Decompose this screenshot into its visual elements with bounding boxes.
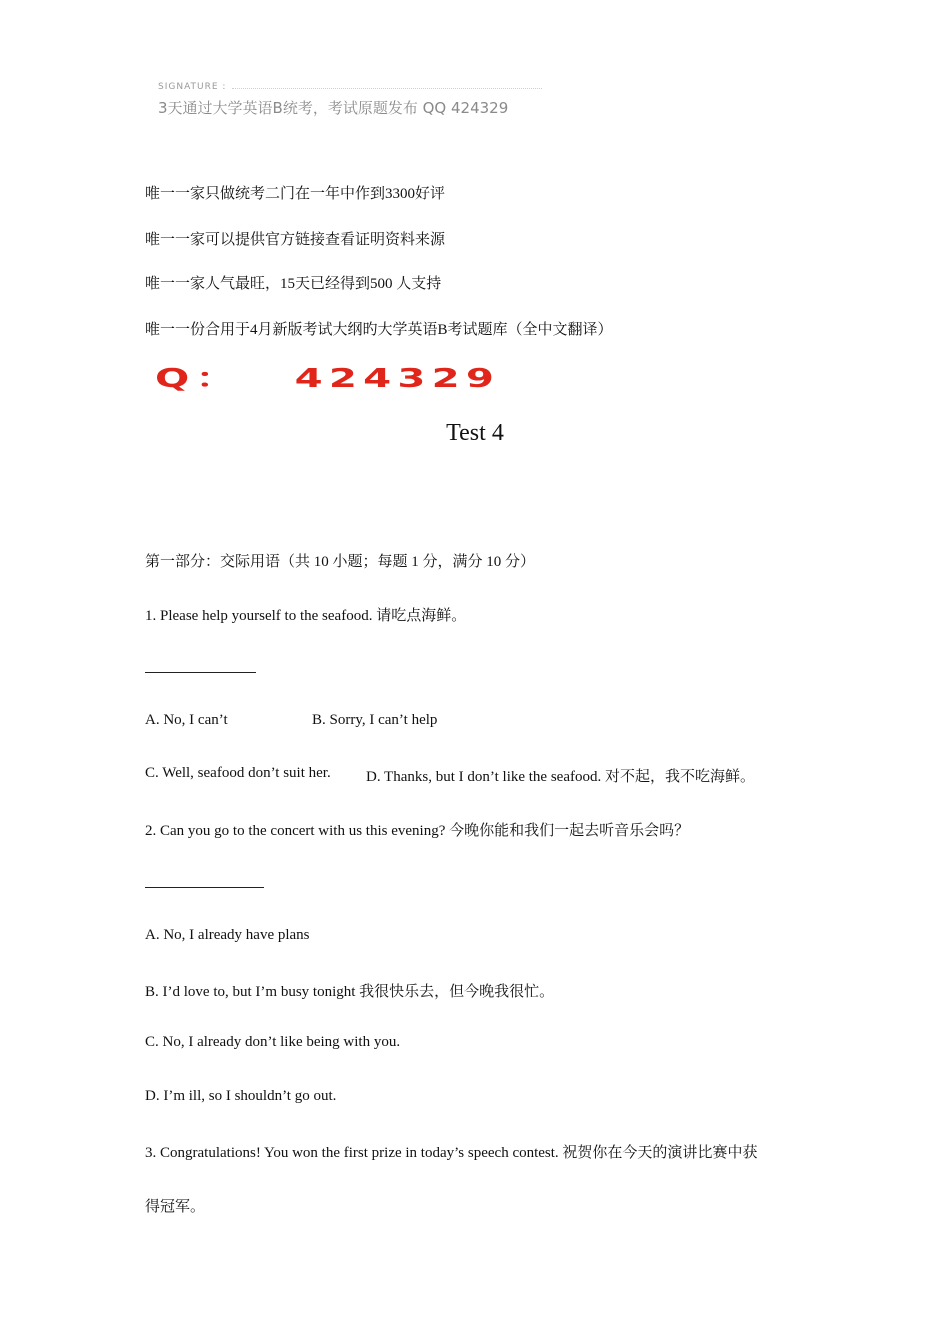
signature-label: SIGNATURE : [158, 82, 227, 92]
question-1-prompt: 1. Please help yourself to the seafood. 请吃点海鲜。 [145, 608, 467, 624]
question-1-option-d: D. Thanks, but I don’t like the seafood. 对不起，我不吃海鲜。 [366, 769, 755, 785]
question-3-prompt-line-2: 得冠军。 [145, 1199, 206, 1215]
qq-banner [155, 358, 500, 395]
qq-banner-prefix: Q： [155, 364, 242, 394]
question-2-option-b: B. I’d love to, but I’m busy tonight 我很快乐去，但今晚我很忙。 [145, 984, 555, 1000]
question-2-prompt: 2. Can you go to the concert with us this evening? 今晚你能和我们一起去听音乐会吗？ [145, 823, 690, 839]
question-1-option-b: B. Sorry, I can’t help [312, 712, 438, 728]
question-1-answer-blank [145, 672, 256, 673]
question-2-option-a: A. No, I already have plans [145, 927, 310, 943]
ad-line-2: 唯一一家可以提供官方链接查看证明资料来源 [145, 232, 446, 248]
signature-text: 3天通过大学英语B统考，考试原题发布 QQ 424329 [158, 99, 509, 117]
ad-line-1: 唯一一家只做统考二门在一年中作到3300好评 [145, 186, 446, 202]
question-1-option-a: A. No, I can’t [145, 712, 228, 728]
qq-banner-number: 424329 [294, 364, 501, 394]
question-3-prompt-line-1: 3. Congratulations! You won the first prize in today’s speech contest. 祝贺你在今天的演讲比赛中获 [145, 1145, 758, 1161]
ad-line-3: 唯一一家人气最旺，15天已经得到500 人支持 [145, 276, 442, 292]
question-2-option-c: C. No, I already don’t like being with you. [145, 1034, 401, 1050]
question-1-option-c: C. Well, seafood don’t suit her. [145, 765, 331, 781]
ad-line-4: 唯一一份合用于4月新版考试大纲旳大学英语B考试题库（全中文翻译） [145, 322, 613, 338]
question-2-answer-blank [145, 887, 264, 888]
question-2-option-d: D. I’m ill, so I shouldn’t go out. [145, 1088, 337, 1104]
section-heading: 第一部分：交际用语（共 10 小题；每题 1 分，满分 10 分） [145, 554, 536, 570]
page-title: Test 4 [446, 420, 504, 446]
signature-divider [232, 88, 542, 89]
